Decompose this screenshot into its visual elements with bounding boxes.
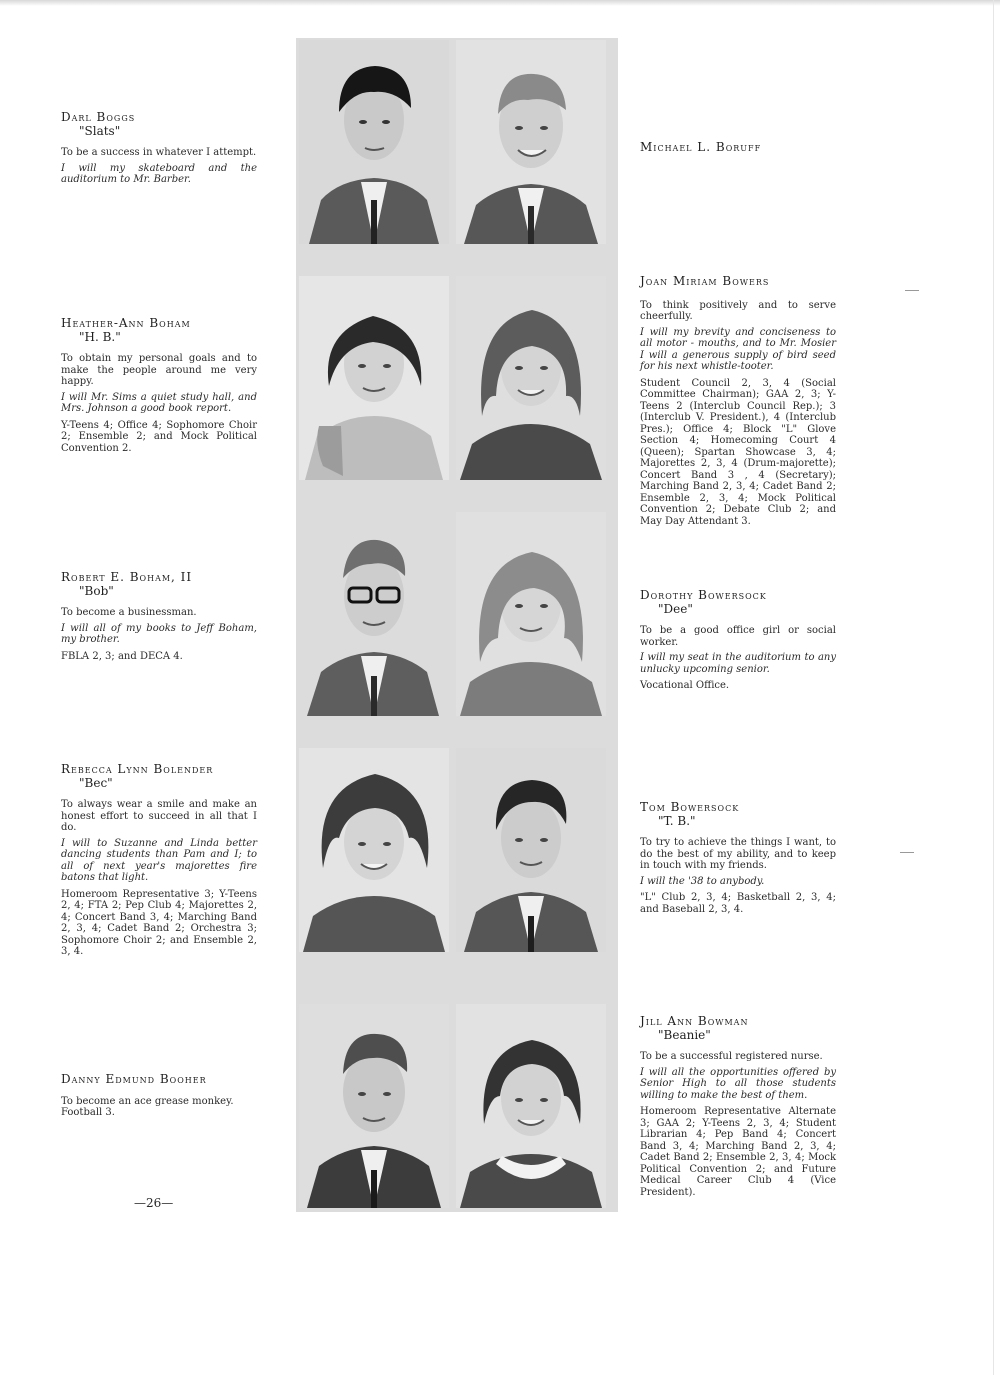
student-will: I will my seat in the auditorium to any unlucky upcoming senior. — [640, 652, 836, 675]
student-ambition: To become an ace grease monkey. — [61, 1095, 234, 1107]
student-ambition: To obtain my personal goals and to make the people around me very happy. — [61, 353, 257, 387]
student-name: Darl Boggs — [61, 110, 136, 124]
page-edge — [993, 0, 994, 1375]
portrait-jill-bowman — [456, 1004, 606, 1208]
student-nickname: "Slats" — [79, 123, 121, 138]
portrait-darl-boggs — [299, 40, 449, 244]
student-activities: Homeroom Representative 3; Y-Teens 2, 4; FTA 2; Pep Club 4; Majorettes 2, 4; Concert Band 3, 4; Marching Band 2, 3, 4; Cadet Band 2; Orchestra 3; Sophomore Choir 2; and Ensemble 2, 3, 4. — [61, 888, 257, 957]
student-nickname: "Bob" — [79, 583, 114, 598]
margin-mark — [905, 290, 919, 291]
student-name: Tom Bowersock — [640, 800, 740, 814]
student-will: I will to Suzanne and Linda better dancing students than Pam and I; to all of next year's majorettes fire batons that light. — [61, 837, 257, 883]
portrait-rebecca-bolender — [299, 748, 449, 952]
student-nickname: "Bec" — [79, 775, 113, 790]
student-entry-dorothy-bowersock — [640, 590, 836, 696]
portrait-danny-booher — [299, 1004, 449, 1208]
student-ambition: To try to achieve the things I want, to do the best of my ability, and to keep in touch with my friends. — [640, 837, 836, 871]
student-name: Robert E. Boham, II — [61, 570, 193, 584]
student-activities: Vocational Office. — [640, 680, 730, 691]
portrait-michael-boruff — [456, 40, 606, 244]
student-entry-darl-boggs — [61, 112, 257, 191]
portrait-grid — [296, 38, 618, 1212]
student-name: Dorothy Bowersock — [640, 588, 767, 602]
page-edge-shadow — [0, 0, 1000, 6]
portrait-dorothy-bowersock — [456, 512, 606, 716]
student-will: I will all the opportunities offered by Senior High to all those students willing to make the best of them. — [640, 1066, 836, 1101]
student-entry-rebecca-bolender — [61, 764, 257, 962]
student-entry-jill-bowman — [640, 1016, 836, 1202]
portrait-tom-bowersock — [456, 748, 606, 952]
student-ambition: To be a successful registered nurse. — [640, 1051, 823, 1062]
student-activities: Football 3. — [61, 1107, 115, 1118]
student-ambition: To think positively and to serve cheerfully. — [640, 299, 836, 322]
student-ambition: To become a businessman. — [61, 607, 197, 618]
student-ambition: To always wear a smile and make an honest effort to succeed in all that I do. — [61, 799, 257, 833]
portrait-joan-bowers — [456, 276, 606, 480]
student-activities: FBLA 2, 3; and DECA 4. — [61, 650, 183, 662]
student-nickname: "T. B." — [658, 813, 696, 828]
student-name: Jill Ann Bowman — [640, 1014, 749, 1028]
portrait-heather-ann-boham — [299, 276, 449, 480]
student-entry-michael-boruff — [640, 142, 836, 156]
student-activities: Student Council 2, 3, 4 (Social Committee Chairman); GAA 2, 3; Y-Teens 2 (Interclub Council Rep.); 3 (Interclub V. President.), 4 (Interclub Pres.); Office 4; Block "L" Glove Section 4; Homecoming Court 4 (Queen); Spartan Showcase 3, 4; Majorettes 2, 3, 4 (Drum-majorette); Concert Band 3 , 4 (Secretary); Marching Band 2, 3, 4; Cadet Band 2; Ensemble 2, 3, 4; Mock Political Convention 2; Debate Club 2; and May Day Attendant 3. — [640, 377, 836, 527]
student-activities: "L" Club 2, 3, 4; Basketball 2, 3, 4; and Baseball 2, 3, 4. — [640, 892, 836, 915]
student-entry-joan-bowers — [640, 276, 836, 531]
student-will: I will the '38 to anybody. — [640, 875, 765, 887]
student-entry-robert-boham — [61, 572, 257, 666]
student-nickname: "H. B." — [79, 329, 121, 344]
student-nickname: "Dee" — [658, 601, 693, 616]
student-entry-danny-booher — [61, 1074, 257, 1123]
student-will: I will my brevity and conciseness to all motor - mouths, and to Mr. Mosier I will a generous supply of bird seed for his next whistle-tooter. — [640, 326, 836, 372]
student-entry-heather-ann-boham — [61, 318, 257, 458]
student-will: I will Mr. Sims a quiet study hall, and Mrs. Johnson a good book report. — [61, 391, 257, 414]
margin-mark — [900, 852, 914, 853]
student-will: I will my skateboard and the auditorium to Mr. Barber. — [61, 162, 257, 185]
student-activities: Y-Teens 4; Office 4; Sophomore Choir 2; Ensemble 2; and Mock Political Convention 2. — [61, 419, 257, 454]
student-name: Heather-Ann Boham — [61, 316, 191, 330]
student-nickname: "Beanie" — [658, 1027, 711, 1042]
student-will: I will all of my books to Jeff Boham, my brother. — [61, 622, 257, 645]
student-entry-tom-bowersock — [640, 802, 836, 919]
student-name: Joan Miriam Bowers — [640, 274, 770, 288]
student-activities: Homeroom Representative Alternate 3; GAA 2; Y-Teens 2, 3, 4; Student Librarian 4; Pep Band 4; Concert Band 3, 4; Marching Band 2, 3, 4; Cadet Band 2; Ensemble 2, 3, 4; Mock Political Convention 2; and Future Medical Career Club 4 (Vice President). — [640, 1106, 836, 1198]
student-name: Rebecca Lynn Bolender — [61, 762, 214, 776]
page-number: —26— — [134, 1196, 174, 1210]
student-name: Danny Edmund Booher — [61, 1072, 207, 1086]
portrait-robert-boham — [299, 512, 449, 716]
student-ambition: To be a success in whatever I attempt. — [61, 147, 257, 158]
student-ambition: To be a good office girl or social worker. — [640, 625, 836, 648]
student-name: Michael L. Boruff — [640, 140, 762, 154]
